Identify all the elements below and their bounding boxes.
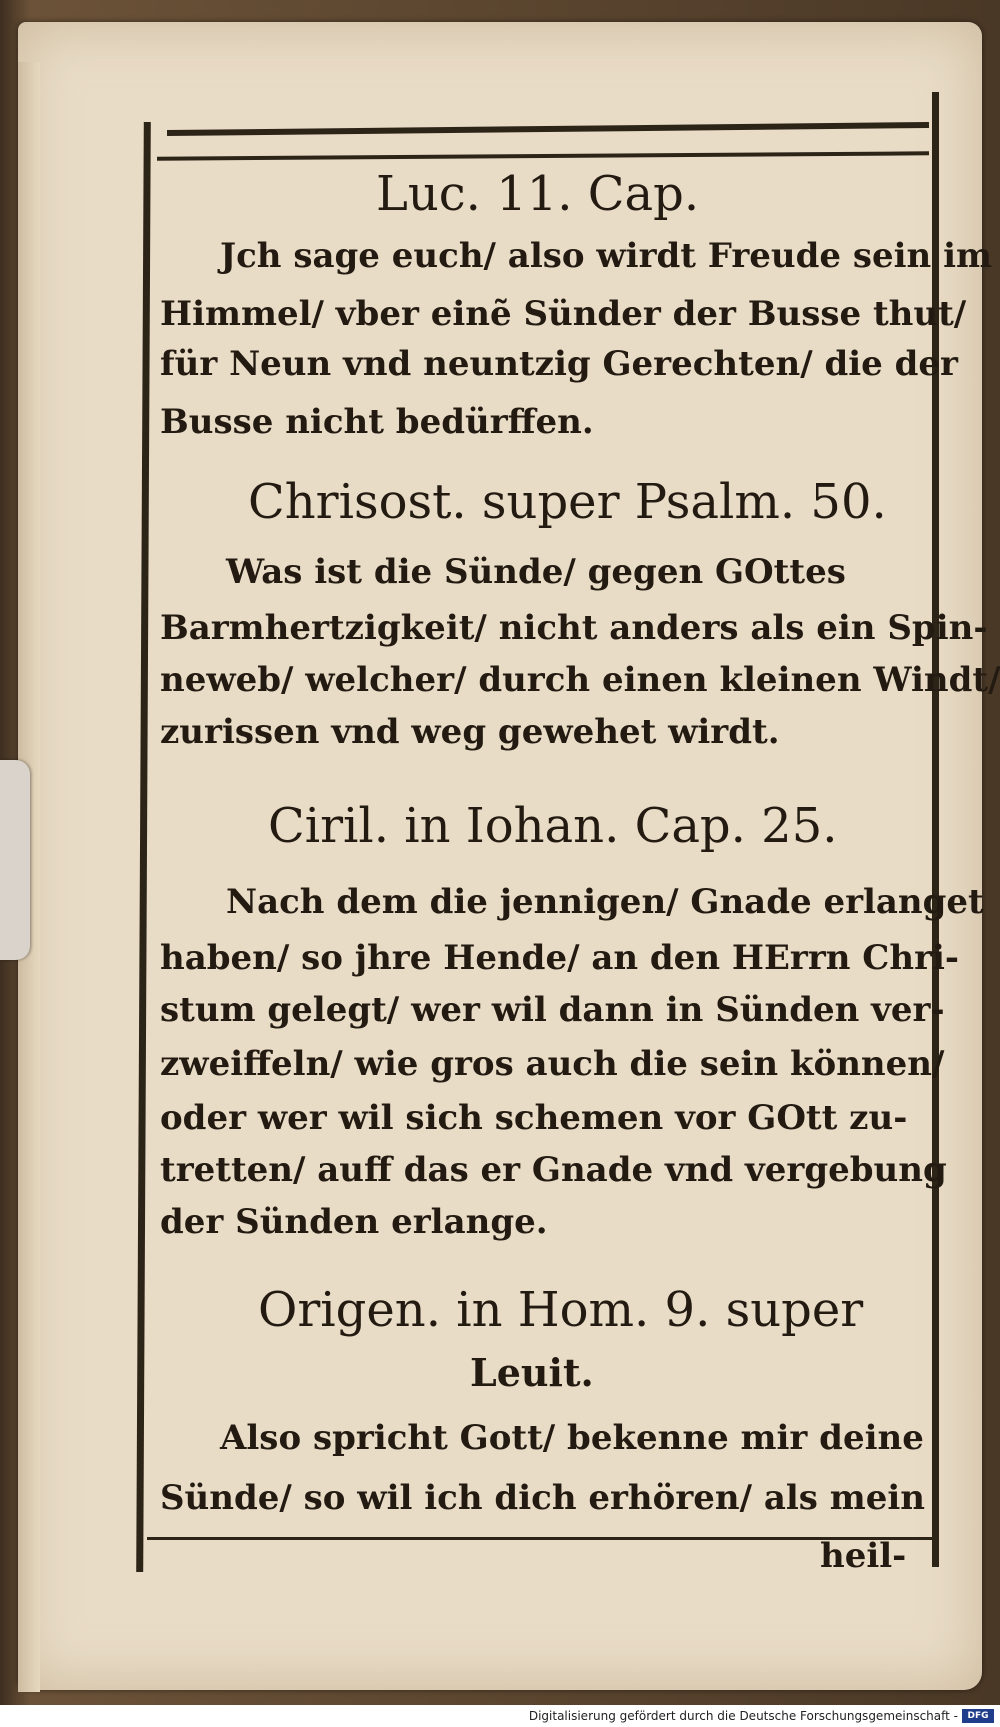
p2-line-2: Barmhertzigkeit/ nicht anders als ein Spin- (160, 608, 988, 648)
heading-chrisost: Chrisost. super Psalm. 50. (248, 474, 887, 530)
heading-ciril: Ciril. in Iohan. Cap. 25. (268, 798, 838, 854)
p1-line-1: Jch sage euch/ also wirdt Freude sein im (220, 236, 992, 276)
p2-line-3: neweb/ welcher/ durch einen kleinen Windt/ (160, 660, 1000, 700)
p3-line-3: stum gelegt/ wer wil dann in Sünden ver- (160, 990, 945, 1030)
frame-line-top (167, 122, 929, 136)
p3-line-1: Nach dem die jennigen/ Gnade erlanget (226, 882, 984, 922)
p4-line-2: Sünde/ so wil ich dich erhören/ als mein (160, 1478, 925, 1518)
p1-line-2: Himmel/ vber einẽ Sünder der Busse thut/ (160, 294, 967, 334)
frame-line-bottom (147, 1537, 932, 1540)
page-marker-tab (0, 760, 30, 960)
heading-origen: Origen. in Hom. 9. super (258, 1282, 864, 1338)
catchword: heil- (820, 1536, 907, 1576)
p2-line-4: zurissen vnd weg gewehet wirdt. (160, 712, 780, 752)
footer-credit: Digitalisierung gefördert durch die Deutsche Forschungsgemeinschaft - (528, 1709, 958, 1723)
p3-line-6: tretten/ auff das er Gnade vnd vergebung (160, 1150, 947, 1190)
heading-luc: Luc. 11. Cap. (376, 166, 700, 222)
frame-line-left (136, 122, 151, 1572)
p1-line-3: für Neun vnd neuntzig Gerechten/ die der (160, 344, 958, 384)
frame-line-top-inner (157, 151, 929, 160)
digitization-footer (0, 1705, 1000, 1727)
p3-line-5: oder wer wil sich schemen vor GOtt zu- (160, 1098, 908, 1138)
p4-line-1: Also spricht Gott/ bekenne mir deine (220, 1418, 924, 1458)
dfg-logo: DFG (962, 1709, 994, 1723)
p3-line-7: der Sünden erlange. (160, 1202, 548, 1242)
p3-line-4: zweiffeln/ wie gros auch die sein können/ (160, 1044, 945, 1084)
p1-line-4: Busse nicht bedürffen. (160, 402, 594, 442)
p2-line-1: Was ist die Sünde/ gegen GOttes (226, 552, 846, 592)
p3-line-2: haben/ so jhre Hende/ an den HErrn Chri- (160, 938, 960, 978)
heading-origen-line-2: Leuit. (470, 1350, 594, 1395)
